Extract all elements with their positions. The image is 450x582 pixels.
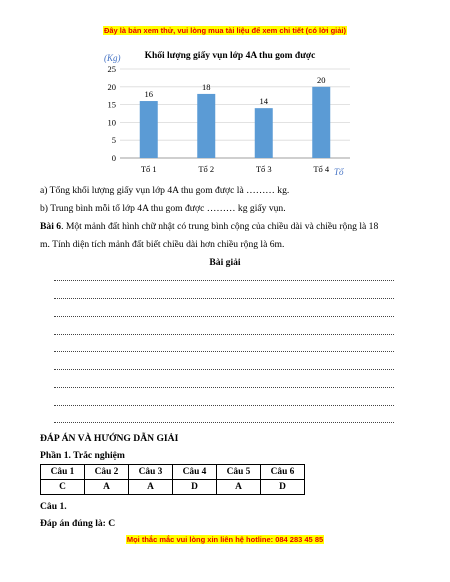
data-label: 20: [317, 74, 326, 85]
answer-table: [40, 464, 305, 495]
answer-line: [54, 421, 394, 423]
problem-6: [40, 220, 410, 233]
answer-value-cell: D: [173, 480, 217, 495]
part1-heading: Phần 1. Trắc nghiệm: [40, 450, 125, 461]
answer-table-header-row: [41, 465, 305, 480]
answer-line: [54, 404, 394, 406]
answer-header-cell: Câu 4: [173, 465, 217, 480]
answer-header-cell: Câu 6: [261, 465, 305, 480]
cau1-label: Câu 1.: [40, 501, 67, 512]
x-tick-label: Tổ 4: [313, 164, 330, 174]
y-tick-label: 5: [111, 135, 116, 146]
y-axis-label: (Kg): [104, 53, 121, 63]
y-tick-label: 10: [107, 117, 116, 128]
answer-value-cell: C: [41, 480, 85, 495]
answer-header-cell: Câu 3: [129, 465, 173, 480]
answer-header-cell: Câu 5: [217, 465, 261, 480]
data-label: 16: [144, 89, 153, 100]
answer-header-cell: Câu 1: [41, 465, 85, 480]
correct-answer: Đáp án đúng là: C: [40, 518, 116, 529]
answer-value-cell: A: [217, 480, 261, 495]
y-tick-label: 25: [107, 64, 116, 74]
x-tick-label: Tổ 1: [140, 164, 157, 174]
y-tick-label: 15: [107, 99, 116, 110]
answer-line: [54, 297, 394, 299]
answer-value-cell: A: [85, 480, 129, 495]
x-axis-label: Tổ: [334, 167, 344, 177]
solution-heading: Bài giải: [209, 257, 241, 268]
answer-line: [54, 333, 394, 335]
problem-6-label: Bài 6: [40, 221, 62, 232]
x-tick-label: Tổ 3: [255, 164, 272, 174]
answer-value-cell: A: [129, 480, 173, 495]
bar: [312, 87, 330, 158]
answers-heading: ĐÁP ÁN VÀ HƯỚNG DẪN GIẢI: [40, 433, 179, 444]
answer-table-value-row: [41, 480, 305, 495]
x-tick-label: Tổ 2: [198, 164, 215, 174]
bar: [197, 94, 215, 158]
preview-banner: Đây là bản xem thử, vui lòng mua tài liệu để xem chi tiết (có lời giải): [103, 26, 347, 35]
data-label: 14: [259, 96, 268, 107]
data-label: 18: [202, 81, 211, 92]
y-tick-label: 0: [111, 153, 116, 163]
answer-line: [54, 315, 394, 317]
bar: [255, 108, 273, 158]
question-a: a) Tổng khối lượng giấy vụn lớp 4A thu gom được là ……… kg.: [40, 185, 290, 196]
answer-line: [54, 279, 394, 281]
problem-6-text-1: . Một mảnh đất hình chữ nhật có trung bình cộng của chiều dài và chiều rộng là 18: [61, 221, 379, 232]
y-tick-label: 20: [107, 81, 116, 92]
answer-header-cell: Câu 2: [85, 465, 129, 480]
question-b: b) Trung bình mỗi tổ lớp 4A thu gom được ……… kg giấy vụn.: [40, 203, 286, 214]
answer-line: [54, 386, 394, 388]
answer-line: [54, 368, 394, 370]
answer-value-cell: D: [261, 480, 305, 495]
problem-6-text-2: m. Tính diện tích mảnh đất biết chiều dài hơn chiều rộng là 6m.: [40, 239, 285, 250]
hotline-banner: Mọi thắc mắc vui lòng xin liên hệ hotline: 084 283 45 85: [126, 535, 324, 544]
answer-line: [54, 350, 394, 352]
bar: [140, 101, 158, 158]
bar-chart: [90, 44, 360, 179]
chart-title: Khối lượng giấy vụn lớp 4A thu gom được: [144, 51, 316, 61]
